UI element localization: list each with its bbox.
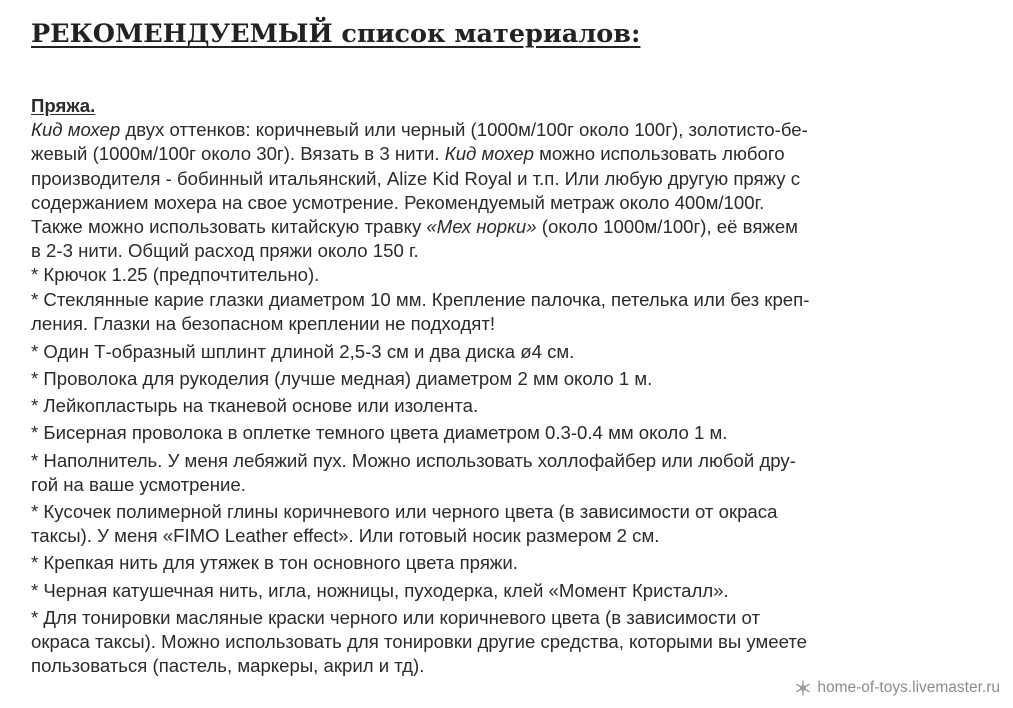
yarn-line-3: производителя - бобинный итальянский, Alize Kid Royal и т.п. Или любую другую пряжу с [31, 167, 801, 189]
yarn-text: можно использовать любого [533, 143, 785, 165]
yarn-line-1 [31, 118, 991, 142]
item-thread: * Крепкая нить для утяжек в тон основного цвета пряжи. [31, 552, 518, 574]
yarn-type-italic: Кид мохер [31, 119, 121, 141]
item-clay-line-1: * Кусочек полимерной глины коричневого или черного цвета (в зависимости от окраса [31, 501, 778, 522]
materials-list [31, 94, 991, 678]
item-filler-line-1: * Наполнитель. У меня лебяжий пух. Можно использовать холлофайбер или любой дру- [31, 449, 796, 471]
yarn-text: двух оттенков: коричневый или черный (1000м/100г около 100г), золотисто-бе- [120, 119, 808, 141]
item-eyes-line-2: ления. Глазки на безопасном креплении не подходят! [31, 312, 496, 334]
yarn-text: Также можно использовать китайскую травку [31, 215, 427, 237]
yarn-text: (около 1000м/100г), её вяжем [536, 215, 798, 237]
item-paint-line-2: окраса таксы). Можно использовать для тонировки другие средства, которыми вы умеете [31, 630, 807, 652]
item-splint: * Один Т-образный шплинт длиной 2,5-3 см и два диска ø4 см. [31, 340, 575, 362]
document-page [31, 16, 991, 678]
snowflake-icon [795, 680, 811, 696]
item-wire: * Проволока для рукоделия (лучше медная) диаметром 2 мм около 1 м. [31, 368, 653, 390]
item-tape: * Лейкопластырь на тканевой основе или изолента. [31, 395, 479, 417]
yarn-line-2 [31, 142, 991, 166]
item-filler-line-2: гой на ваше усмотрение. [31, 473, 246, 495]
yarn-text: жевый (1000м/100г около 30г). Вязать в 3 нити. [31, 143, 445, 165]
yarn-heading: Пряжа. [31, 95, 96, 116]
watermark-text: home-of-toys.livemaster.ru [817, 679, 1000, 696]
yarn-alt-italic: «Мех норки» [426, 215, 537, 237]
item-clay-line-2: таксы). У меня «FIMO Leather effect». Или готовый носик размером 2 см. [31, 525, 660, 547]
item-eyes-line-1: * Стеклянные карие глазки диаметром 10 мм. Крепление палочка, петелька или без креп- [31, 288, 810, 310]
item-paint-line-1: * Для тонировки масляные краски черного или коричневого цвета (в зависимости от [31, 606, 760, 628]
item-paint-line-3: пользоваться (пастель, маркеры, акрил и тд). [31, 655, 425, 677]
yarn-line-5 [31, 215, 991, 239]
yarn-line-4: содержанием мохера на свое усмотрение. Рекомендуемый метраж около 400м/100г. [31, 191, 765, 213]
yarn-line-6: в 2-3 нити. Общий расход пряжи около 150 г. [31, 240, 419, 262]
item-tools: * Черная катушечная нить, игла, ножницы, пуходерка, клей «Момент Кристалл». [31, 579, 729, 601]
page-title: РЕКОМЕНДУЕМЫЙ список материалов: [31, 19, 641, 49]
yarn-type-italic: Кид мохер [444, 143, 534, 165]
item-bead-wire: * Бисерная проволока в оплетке темного цвета диаметром 0.3-0.4 мм около 1 м. [31, 422, 728, 444]
site-watermark [795, 679, 1000, 697]
item-hook: * Крючок 1.25 (предпочтительно). [31, 264, 320, 286]
